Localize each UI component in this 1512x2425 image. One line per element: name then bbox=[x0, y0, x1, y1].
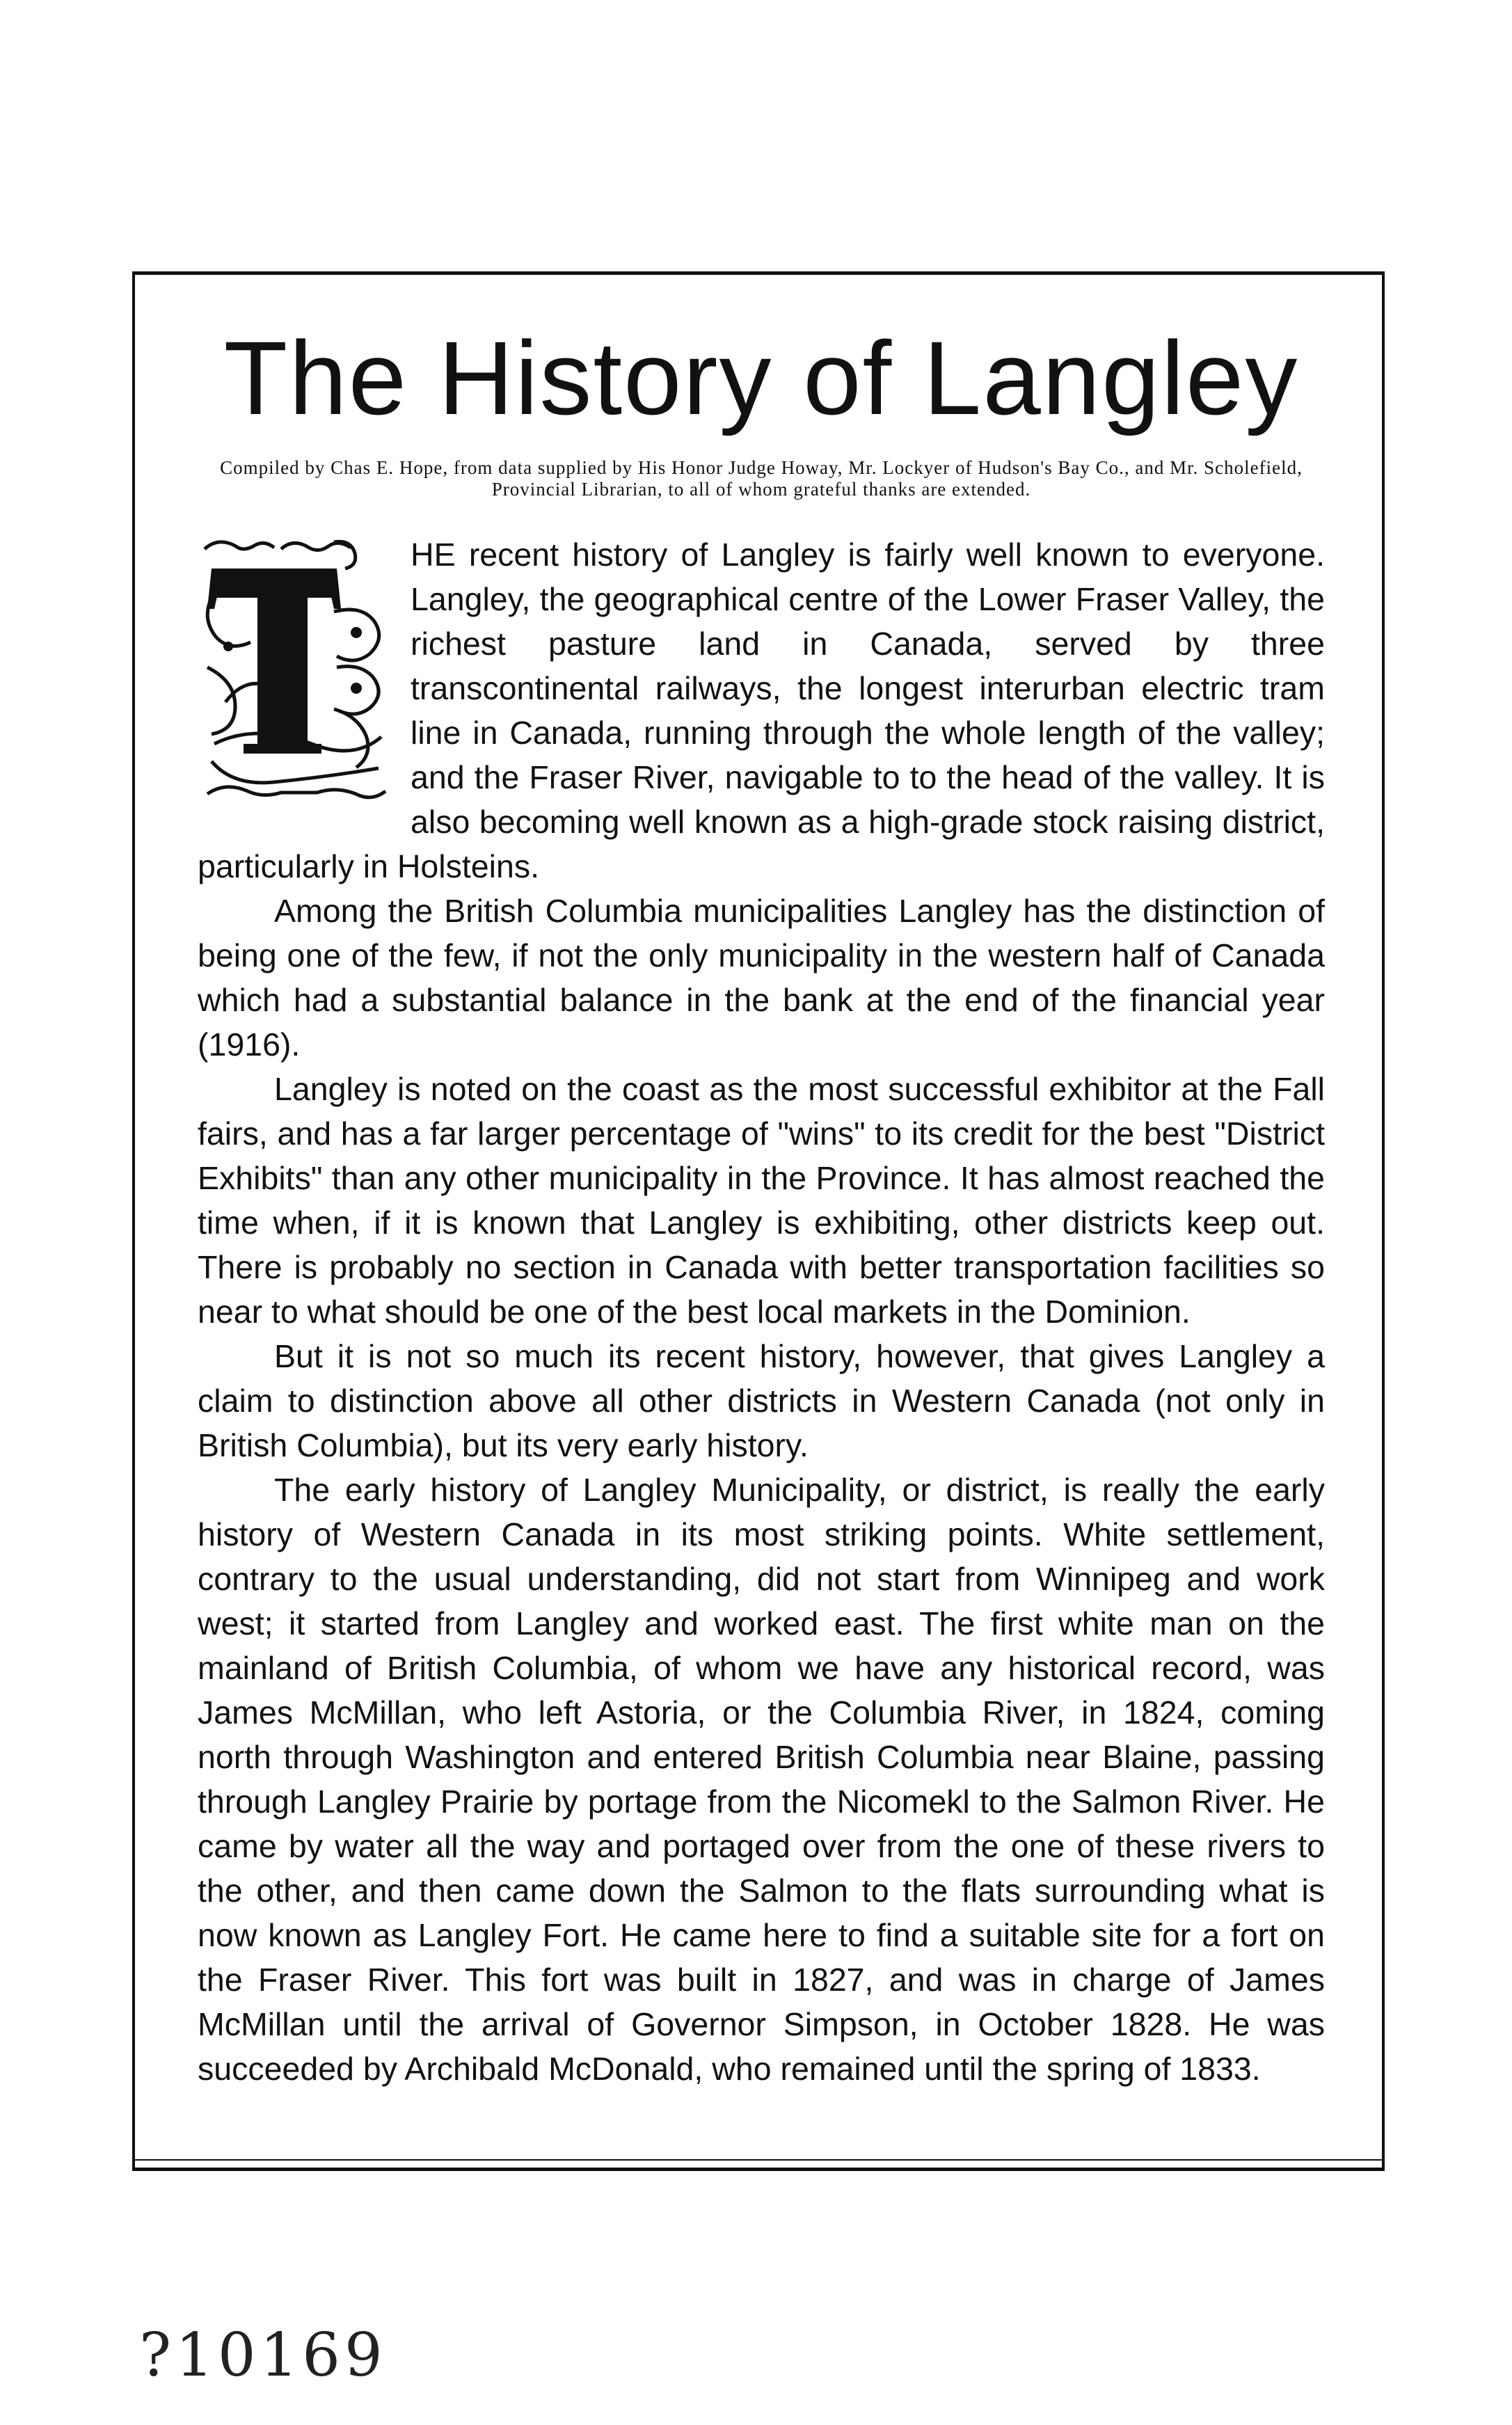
article-title: The History of Langley bbox=[223, 319, 1299, 436]
page-border bbox=[132, 271, 1385, 2171]
paragraph-2: Among the British Columbia municipalities Langley has the distinction of being one of the few, if not the only municipality in the western half of Canada which had a substantial balance in the bank at the end of the financial year (1916). bbox=[198, 892, 1325, 1063]
bottom-double-rule bbox=[135, 2159, 1382, 2161]
paragraph-3: Langley is noted on the coast as the most successful exhibitor at the Fall fairs, and has a far larger percentage of "wins" to its credit for the best "District Exhibits" than any other municipality in the Province. It has almost reached the time when, if it is known that Langley is exhibiting, other districts keep out. There is probably no section in Canada with better transportation facilities so near to what should be one of the best local markets in the Dominion. bbox=[198, 1070, 1325, 1330]
article-body bbox=[198, 532, 1325, 2091]
paragraph-4: But it is not so much its recent history, however, that gives Langley a claim to distinction above all other districts in Western Canada (not only in British Columbia), but its very early history. bbox=[198, 1337, 1325, 1463]
serial-number: ?10169 bbox=[139, 2321, 387, 2390]
paragraph-5: The early history of Langley Municipality, or district, is really the early history of Western Canada in its most striking points. White settlement, contrary to the usual understanding, did not start from Winnipeg and work west; it started from Langley and worked east. The first white man on the mainland of British Columbia, of whom we have any historical record, was James McMillan, who left Astoria, or the Columbia River, in 1824, coming north through Washington and entered British Columbia near Blaine, passing through Langley Prairie by portage from the Nicomekl to the Salmon River. He came by water all the way and portaged over from the one of these rivers to the other, and then came down the Salmon to the flats surrounding what is now known as Langley Fort. He came here to find a suitable site for a fort on the Fraser River. This fort was built in 1827, and was in charge of James McMillan until the arrival of Governor Simpson, in October 1828. He was succeeded by Archibald McDonald, who remained until the spring of 1833. bbox=[198, 1471, 1325, 2087]
ornamental-dropcap-icon bbox=[198, 535, 392, 810]
article-credit: Compiled by Chas E. Hope, from data supplied by His Honor Judge Howay, Mr. Lockyer of Hudson's Bay Co., and Mr. Scholefield, Provincial Librarian, to all of whom grateful thanks are extended. bbox=[220, 456, 1303, 500]
article bbox=[198, 319, 1325, 2091]
paragraph-1: HE recent history of Langley is fairly well known to everyone. Langley, the geographical centre of the Lower Fraser Valley, the richest pasture land in Canada, served by three transcontinental railways, the longest interurban electric tram line in Canada, running through the whole length of the valley; and the Fraser River, navigable to to the head of the valley. It is also becoming well known as a high-grade stock raising district, particularly in Holsteins. bbox=[198, 536, 1325, 884]
